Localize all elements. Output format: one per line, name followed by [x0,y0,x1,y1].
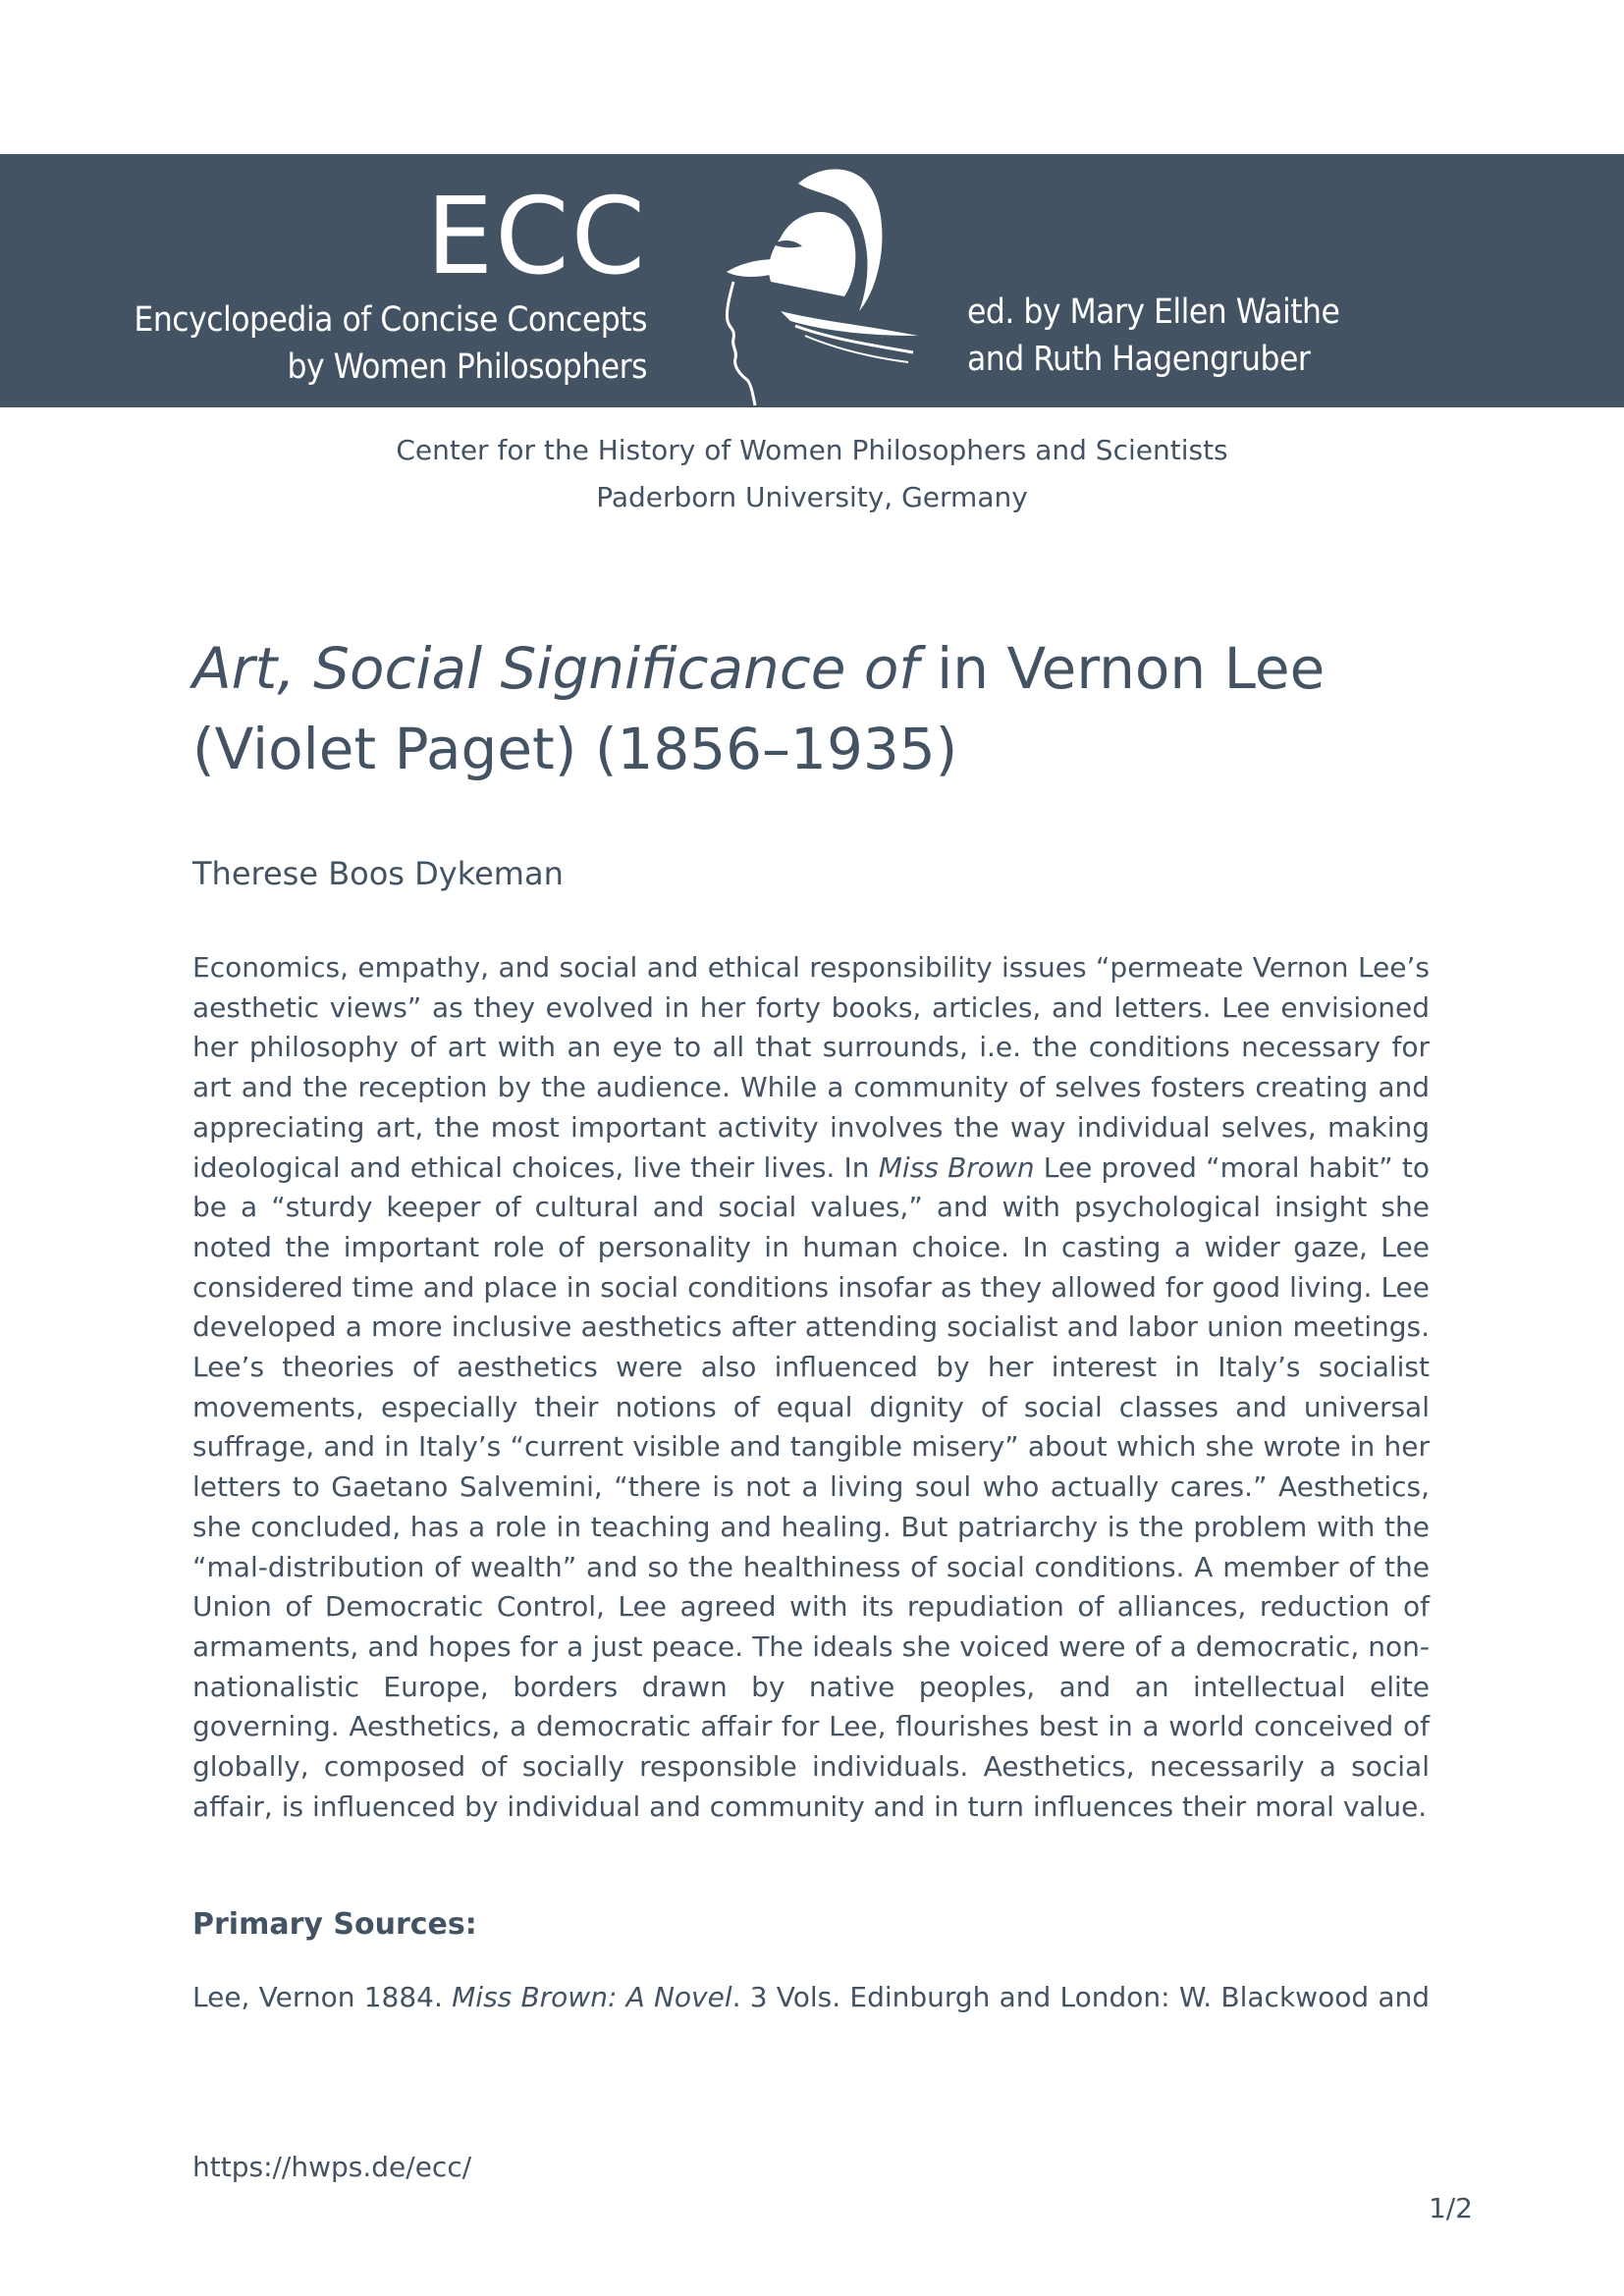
institution-block [0,427,1624,521]
institution-line-1: Center for the History of Women Philosophers and Scientists [396,434,1228,466]
abstract-text-after: Lee proved “moral habit” to be a “sturdy keeper of cultural and social values,” and with psychological insight she noted the important role of personality in human choice. In casting a wider gaze, Lee considered time and place in social conditions insofar as they allowed for good living. Lee developed a more inclusive aesthetics after attending socialist and labor union meetings. Lee’s theories of aesthetics were also influenced by her interest in Italy’s socialist movements, especially their notions of equal dignity of social classes and universal suffrage, and in Italy’s “current visible and tangible misery” about which she wrote in her letters to Gaetano Salvemini, “there is not a living soul who actually cares.” Aesthetics, she concluded, has a role in teaching and healing. But patriarchy is the problem with the “mal-distribution of wealth” and so the healthiness of social conditions. A member of the Union of Democratic Control, Lee agreed with its repudiation of alliances, reduction of armaments, and hopes for a just peace. The ideals she voiced were of a democratic, non-nationalistic Europe, borders drawn by native peoples, and an intellectual elite governing. Aesthetics, a democratic affair for Lee, flourishes best in a world conceived of globally, composed of socially responsible individuals. Aesthetics, necessarily a social affair, is influenced by individual and community and in turn influences their moral value. [192,1150,1430,1823]
editors-line-2: and Ruth Hagengruber [967,340,1311,379]
brand-name-line-1: Encyclopedia of Concise Concepts [134,300,647,340]
article-abstract [192,948,1430,1827]
source-entry [192,1978,1430,2017]
source-entry-before: Lee, Vernon 1884. [192,1981,453,2014]
header-banner [0,154,1624,407]
source-entry-after: . 3 Vols. Edinburgh and London: W. Blackwood and [731,1981,1431,2014]
helmet-dome [769,212,855,296]
brand-abbreviation: ECC [425,176,647,298]
abstract-text-before: Economics, empathy, and social and ethical responsibility issues “permeate Vernon Lee’s aesthetic views” as they evolved in her forty books, articles, and letters. Lee envisioned her philosophy of art with an eye to all that surrounds, i.e. the conditions necessary for art and the reception by the audience. While a community of selves fosters creating and appreciating art, the most important activity involves the way individual selves, making ideological and ethical choices, live their lives. In [192,951,1430,1184]
athena-helmet-icon [712,164,928,407]
article-title-rest: in Vernon Lee (Violet Paget) (1856–1935) [192,635,1326,782]
institution-line-2: Paderborn University, Germany [596,481,1028,513]
footer-url: https://hwps.de/ecc/ [192,2151,472,2183]
article-content [192,628,1430,2017]
source-entry-italic: Miss Brown: A Novel [452,1981,732,2014]
face-profile [727,282,755,405]
helmet-plume [781,311,918,336]
editors-line-1: ed. by Mary Ellen Waithe [967,293,1340,332]
article-author: Therese Boos Dykeman [192,855,564,892]
article-title [192,628,1430,789]
page-number: 1/2 [1428,2192,1473,2224]
brand-name-line-2: by Women Philosophers [287,347,647,387]
primary-sources-heading: Primary Sources: [192,1907,477,1943]
article-title-italic: Art, Social Significance of [192,635,919,702]
editors-block [967,289,1339,383]
abstract-text-italic: Miss Brown [878,1150,1035,1184]
brand-block [134,176,647,391]
